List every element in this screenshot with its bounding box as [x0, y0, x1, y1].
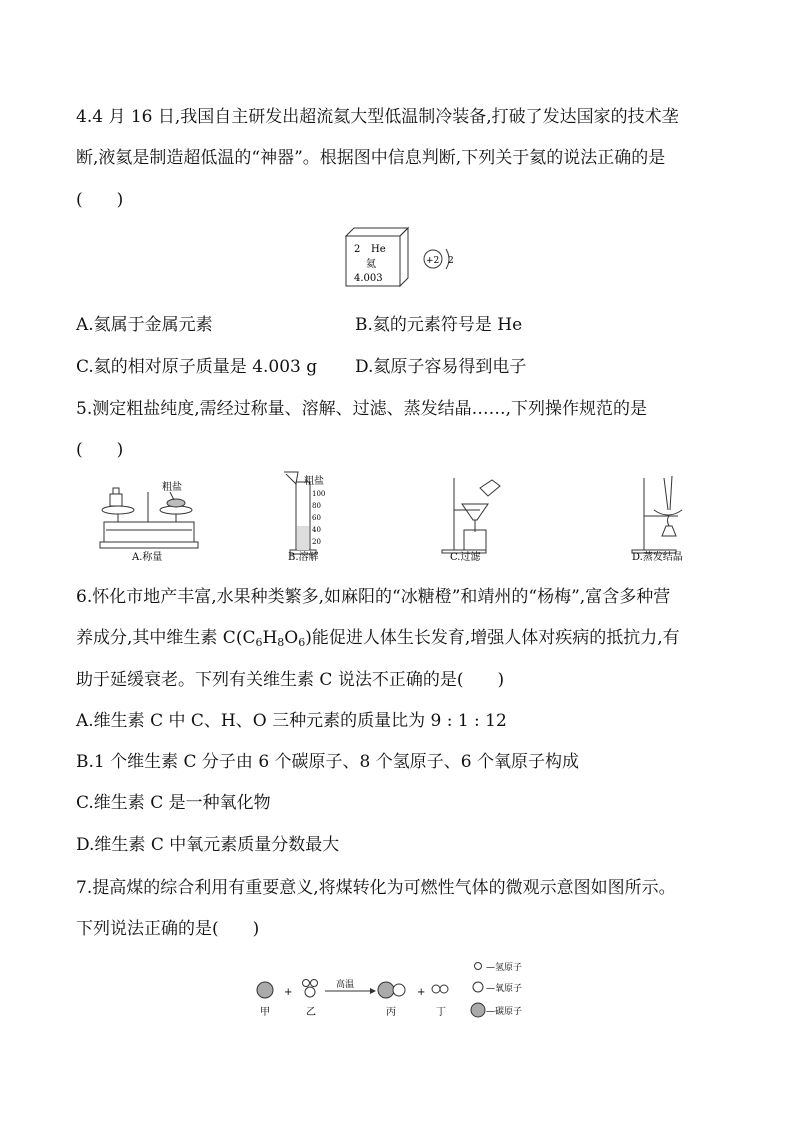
legend-carbon: —碳原子 — [486, 1007, 523, 1017]
formula-h: H — [262, 628, 278, 648]
legend-hydrogen: —氢原子 — [486, 963, 523, 973]
product-bing-carbon — [378, 982, 394, 998]
tick-80: 80 — [312, 502, 321, 510]
label-yi: 乙 — [306, 1007, 316, 1018]
product-ding-hydrogen-2 — [440, 985, 448, 993]
lab-operations-figure — [96, 470, 706, 566]
formula-sub-o: 6 — [298, 636, 306, 649]
formula-o: O — [284, 628, 299, 648]
formula-sub-c: 6 — [255, 636, 263, 649]
legend-oxygen: —氧原子 — [486, 984, 523, 994]
q4-stem-line1: 4.4 月 16 日,我国自主研发出超流氦大型低温制冷装备,打破了发达国家的技术垄 — [76, 107, 679, 127]
q6-stem-line1: 6.怀化市地产丰富,水果种类繁多,如麻阳的“冰糖橙”和靖州的“杨梅”,富含多种营 — [76, 587, 671, 607]
q4-option-c: C.氦的相对原子质量是 4.003 g — [76, 357, 318, 377]
label-bing: 丙 — [386, 1007, 396, 1018]
q4-option-a: A.氦属于金属元素 — [76, 315, 213, 335]
filtration-apparatus — [442, 478, 500, 553]
plus-2: + — [417, 987, 426, 998]
arrow-head — [370, 988, 376, 994]
plus-1: + — [284, 987, 293, 998]
q6-stem-line2 — [76, 627, 680, 654]
legend-carbon-symbol — [471, 1003, 485, 1017]
cube-top — [346, 228, 408, 236]
q4-stem-line2: 断,液氦是制造超低温的“神器”。根据图中信息判断,下列关于氦的说法正确的是 — [76, 148, 666, 168]
tick-20: 20 — [312, 538, 321, 546]
reaction-micro-diagram — [250, 955, 550, 1021]
q5-stem-line1: 5.测定粗盐纯度,需经过称量、溶解、过滤、蒸发结晶……,下列操作规范的是 — [76, 399, 648, 419]
caption-c: C.过滤 — [450, 552, 481, 563]
q6-option-a: A.维生素 C 中 C、H、O 三种元素的质量比为 9 : 1 : 12 — [76, 711, 507, 731]
q5-answer-blank: ( ) — [76, 440, 124, 460]
q6-option-d: D.维生素 C 中氧元素质量分数最大 — [76, 835, 340, 855]
helium-element-figure — [340, 222, 470, 288]
tick-100: 100 — [312, 490, 326, 498]
q6-option-c: C.维生素 C 是一种氧化物 — [76, 793, 271, 813]
legend-oxygen-symbol — [473, 982, 483, 992]
caption-d: D.蒸发结晶 — [632, 552, 683, 563]
element-symbol: He — [371, 244, 386, 255]
cube-side — [400, 228, 408, 286]
tick-60: 60 — [312, 514, 321, 522]
caption-b: B.溶解 — [288, 552, 319, 563]
q6-stem-line3: 助于延缓衰老。下列有关维生素 C 说法不正确的是( ) — [76, 670, 505, 690]
reaction-condition: 高温 — [336, 980, 355, 990]
caption-a: A.称量 — [132, 552, 163, 563]
reactant-yi-oxygen — [305, 987, 315, 997]
legend-hydrogen-symbol — [475, 963, 482, 970]
tick-40: 40 — [312, 526, 321, 534]
product-ding-hydrogen-1 — [432, 985, 440, 993]
balance-apparatus — [100, 480, 198, 548]
q6-line2-part1: 养成分,其中维生素 C(C — [76, 628, 256, 648]
cylinder-label: 粗盐 — [304, 476, 324, 487]
product-bing-oxygen — [393, 984, 405, 996]
q6-option-b: B.1 个维生素 C 分子由 6 个碳原子、8 个氢原子、6 个氧原子构成 — [76, 752, 579, 772]
formula-sub-h: 8 — [277, 636, 285, 649]
q6-line2-part2: )能促进人体生长发育,增强人体对疾病的抵抗力,有 — [305, 628, 680, 648]
evaporation-apparatus — [632, 476, 682, 553]
shell-electron-count: 2 — [448, 256, 454, 266]
atomic-number: 2 — [354, 244, 361, 255]
q4-option-d: D.氦原子容易得到电子 — [355, 357, 527, 377]
balance-label: 粗盐 — [162, 482, 182, 493]
measuring-cylinder — [284, 472, 325, 554]
reactant-yi-hydrogen-1 — [303, 980, 310, 987]
reactant-yi-hydrogen-2 — [311, 980, 318, 987]
q4-answer-blank: ( ) — [76, 190, 124, 210]
label-jia: 甲 — [260, 1007, 270, 1018]
q4-option-b: B.氦的元素符号是 He — [355, 315, 523, 335]
element-name: 氦 — [366, 259, 376, 270]
q7-stem-line1: 7.提高煤的综合利用有重要意义,将煤转化为可燃性气体的微观示意图如图所示。 — [76, 878, 676, 898]
nucleus-charge: +2 — [426, 256, 440, 266]
label-ding: 丁 — [436, 1007, 446, 1018]
reactant-jia-carbon — [257, 982, 273, 998]
q7-stem-line2: 下列说法正确的是( ) — [76, 919, 260, 939]
atomic-mass: 4.003 — [354, 273, 383, 284]
